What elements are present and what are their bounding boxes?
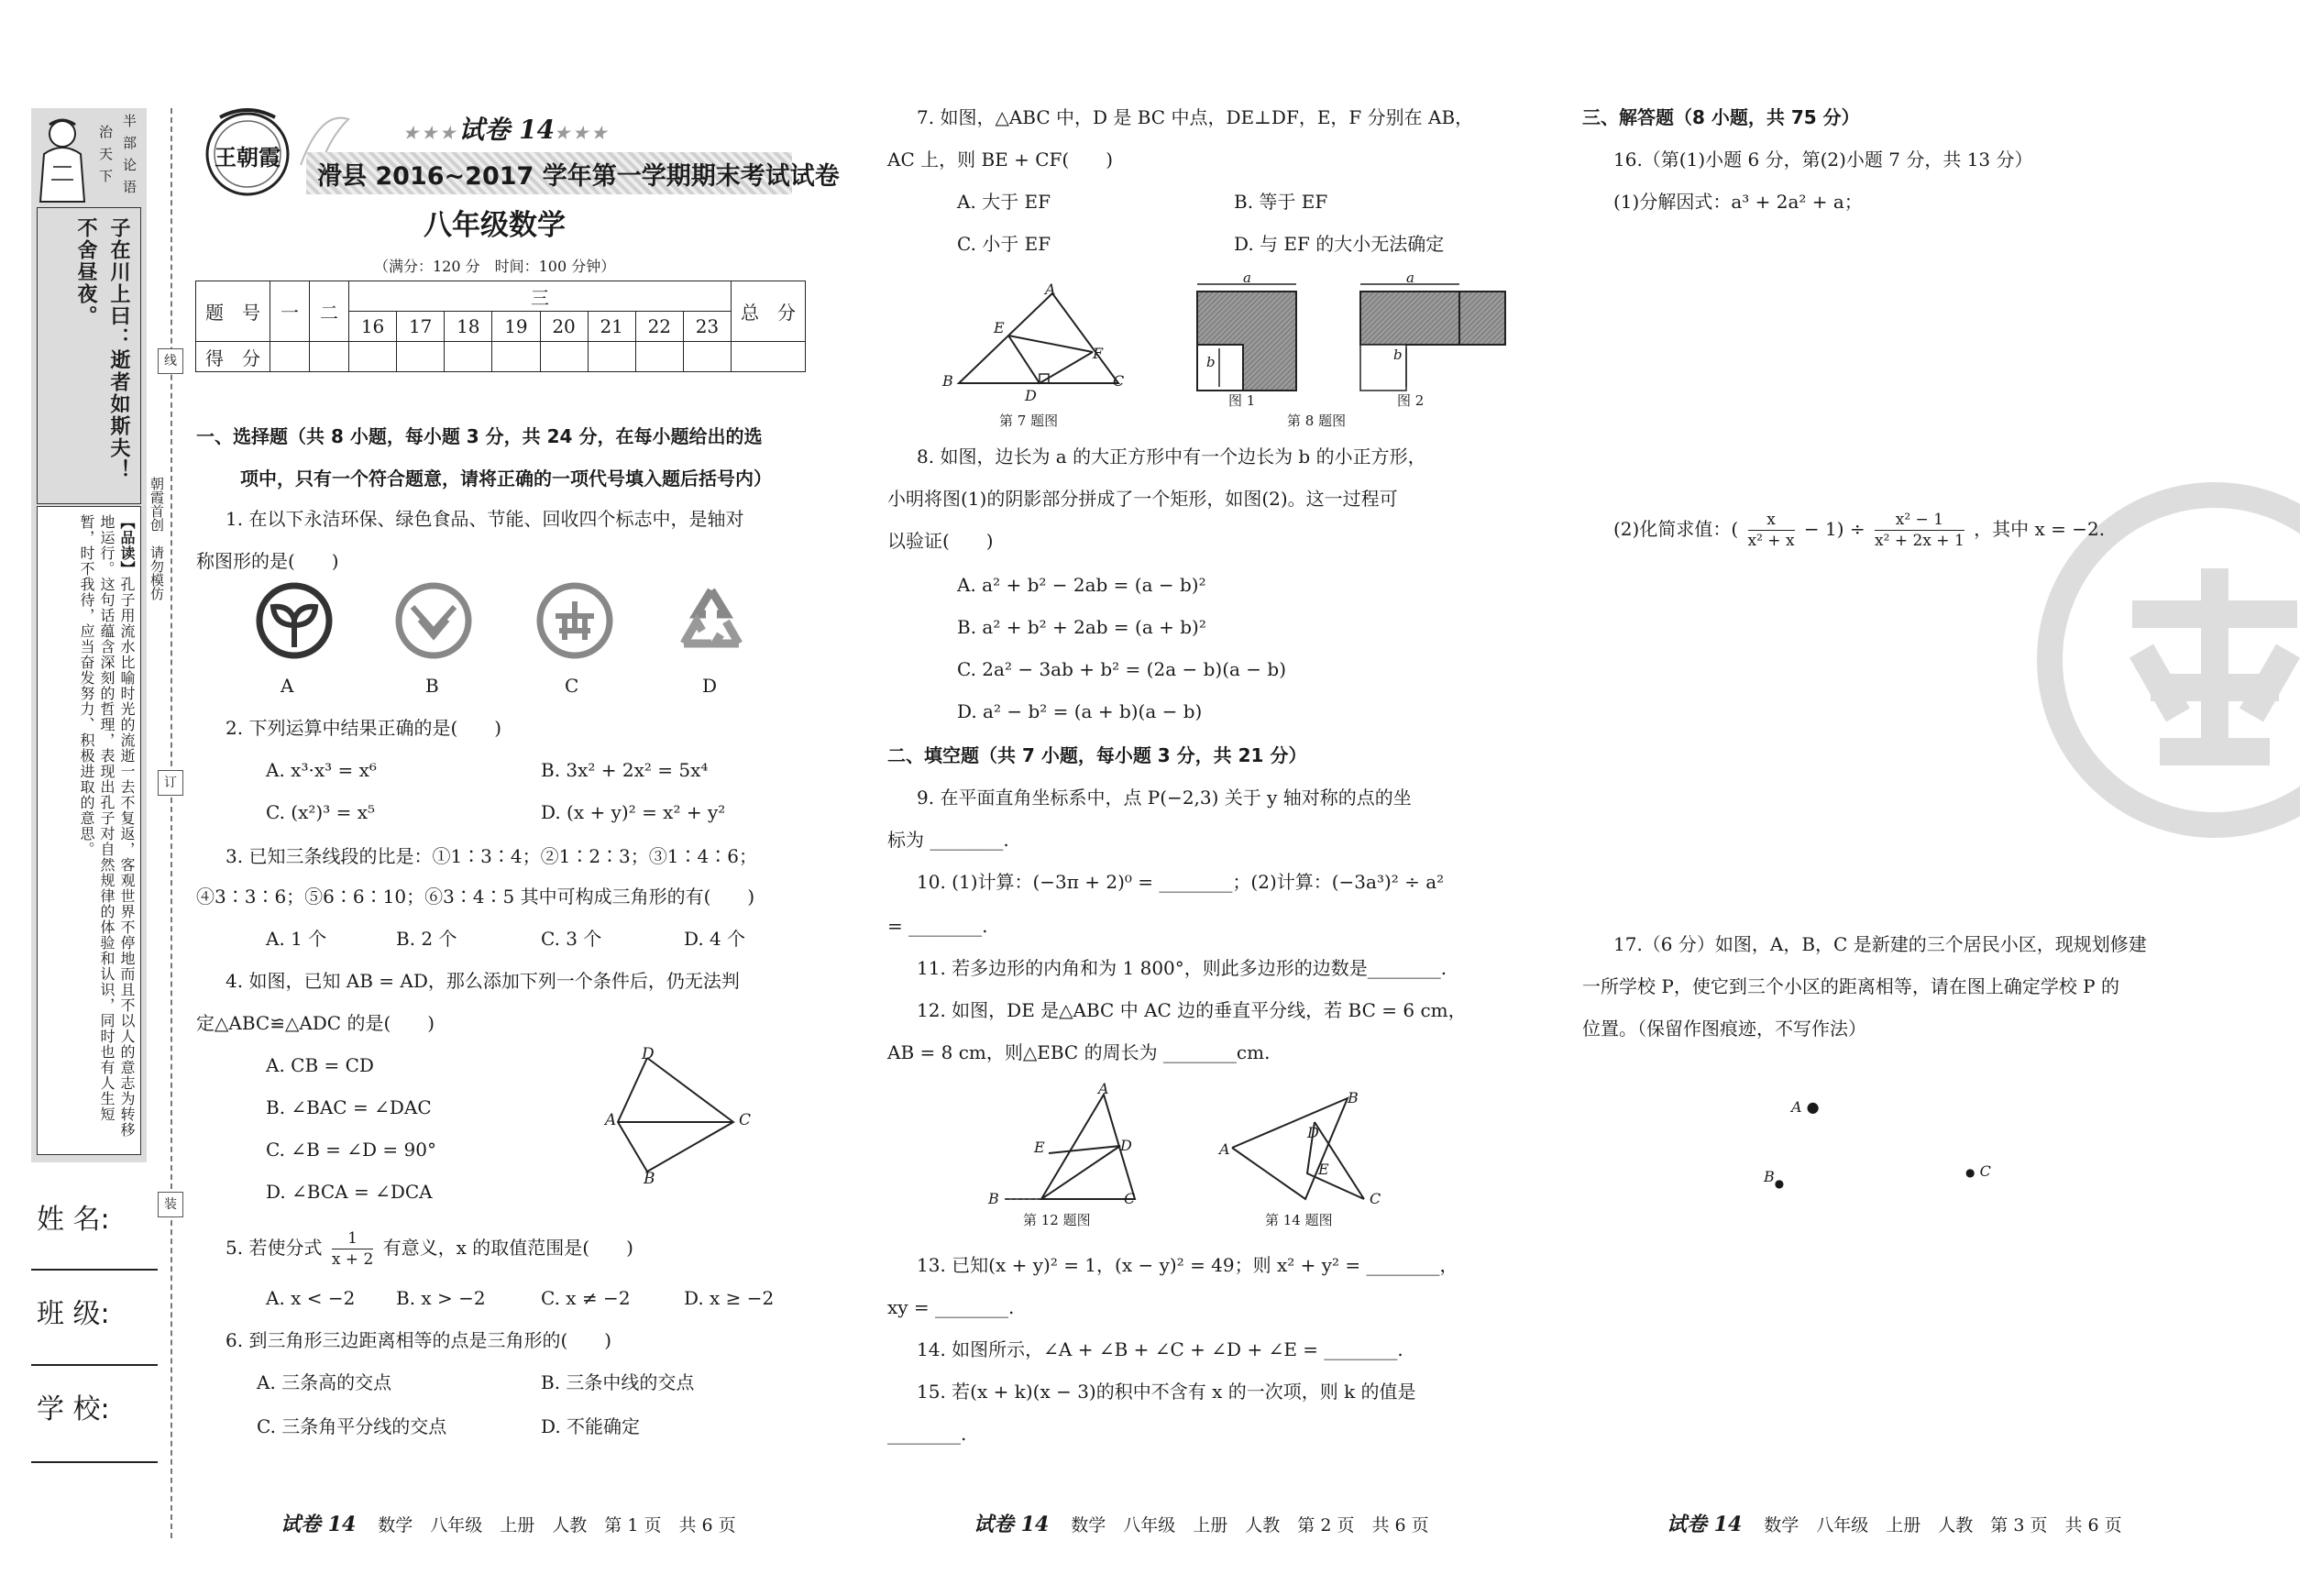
recycle-logo-icon xyxy=(673,583,750,660)
section1-heading-cont: 项中，只有一个符合题意，请将正确的一项代号填入题后括号内） xyxy=(240,468,772,490)
q5-text xyxy=(226,1228,633,1270)
score-cell[interactable] xyxy=(683,342,731,372)
q4-label-a: A xyxy=(605,1111,617,1129)
q3-option: C. 3 个 xyxy=(541,928,602,950)
q5-option: B. x > −2 xyxy=(396,1287,486,1309)
fig8-sub1: 图 1 xyxy=(1228,392,1256,409)
q16-part2 xyxy=(1613,510,2105,551)
footer-paper-no: 试卷 14 xyxy=(1667,1513,1743,1536)
score-total-label: 总 分 xyxy=(732,281,806,342)
motto-char: 部 xyxy=(123,135,138,151)
score-col: 三 xyxy=(349,281,732,312)
motto-char: 论 xyxy=(123,157,138,173)
q4-text: 4. 如图，已知 AB = AD，那么添加下列一个条件后，仍无法判 xyxy=(226,970,740,992)
score-cell[interactable] xyxy=(635,342,683,372)
section2-heading: 二、填空题（共 7 小题，每小题 3 分，共 21 分） xyxy=(887,744,1307,766)
name-field[interactable] xyxy=(31,1269,158,1271)
fig12-caption: 第 12 题图 xyxy=(1023,1212,1091,1228)
pindu-text: 孔子用流水比喻时光的流逝一去不复返，客观世界不停地而且不以人的意志为转移地运行。这句话蕴含深刻的哲理，表现出孔子对自然规律的体验和认识，同时也有人生短暂，时不我待，应当奋发努力、积极进取的意思。 xyxy=(78,514,136,1138)
score-subcol: 17 xyxy=(397,312,445,342)
q16-text: 16.（第(1)小题 6 分，第(2)小题 7 分，共 13 分） xyxy=(1613,149,2033,171)
logo-text: 王朝霞 xyxy=(215,144,281,171)
frac1-numerator: x xyxy=(1748,510,1795,531)
q17-text-cont: 位置。（保留作图痕迹，不写作法） xyxy=(1582,1018,1866,1040)
q3-option: B. 2 个 xyxy=(396,928,457,950)
q17-text-cont: 一所学校 P，使它到三个小区的距离相等，请在图上确定学校 P 的 xyxy=(1582,975,2119,997)
q12-figure xyxy=(986,1085,1142,1205)
score-subcol: 19 xyxy=(492,312,540,342)
point-a: A ● xyxy=(1791,1098,1820,1116)
pindu-label: 【品读】 xyxy=(118,514,136,577)
q5-pre: 5. 若使分式 xyxy=(226,1237,323,1259)
footer-text: 数学 八年级 上册 人教 第 3 页 共 6 页 xyxy=(1764,1515,2122,1535)
q4-text-cont: 定△ABC≌△ADC 的是( ) xyxy=(196,1012,435,1034)
footer-text: 数学 八年级 上册 人教 第 1 页 共 6 页 xyxy=(378,1515,736,1535)
q13-text-cont: xy = ________. xyxy=(887,1296,1015,1318)
q3-text-cont: ④3∶3∶6；⑤6∶6∶10；⑥3∶4∶5 其中可构成三角形的有( ) xyxy=(196,886,755,908)
score-subcol: 16 xyxy=(349,312,397,342)
q3-option: A. 1 个 xyxy=(266,928,327,950)
page-footer-2 xyxy=(974,1509,1429,1537)
q1-text-cont: 称图形的是( ) xyxy=(196,550,339,572)
q11-text: 11. 若多边形的内角和为 1 800°，则此多边形的边数是________. xyxy=(917,957,1447,979)
motto-char: 语 xyxy=(123,179,138,195)
name-label: 姓 名: xyxy=(37,1204,110,1236)
q1-option-label: B xyxy=(425,675,439,697)
fig14-caption: 第 14 题图 xyxy=(1265,1212,1333,1228)
school-field[interactable] xyxy=(31,1461,158,1463)
score-subcol: 21 xyxy=(588,312,635,342)
q5-option: D. x ≥ −2 xyxy=(684,1287,775,1309)
q8-option-b: B. a² + b² + 2ab = (a + b)² xyxy=(957,616,1206,638)
score-cell[interactable] xyxy=(492,342,540,372)
q2-option-b: B. 3x² + 2x² = 5x⁴ xyxy=(541,759,709,781)
q2-option-a: A. x³·x³ = x⁶ xyxy=(266,759,377,781)
q4-figure xyxy=(596,1045,761,1192)
class-label: 班 级: xyxy=(37,1298,110,1330)
q7-text: 7. 如图，△ABC 中，D 是 BC 中点，DE⊥DF，E，F 分别在 AB， xyxy=(917,106,1474,128)
q4-option-a: A. CB = CD xyxy=(266,1054,374,1076)
section3-heading: 三、解答题（8 小题，共 75 分） xyxy=(1582,106,1860,128)
q6-text: 6. 到三角形三边距离相等的点是三角形的( ) xyxy=(226,1329,612,1351)
point-b-label: B xyxy=(1764,1168,1775,1185)
q7-option-d: D. 与 EF 的大小无法确定 xyxy=(1234,233,1445,255)
confucius-illustration xyxy=(35,114,92,205)
motto-char: 天 xyxy=(99,146,114,162)
q1-option-label: D xyxy=(702,675,718,697)
q8-text-cont: 以验证( ) xyxy=(887,530,994,552)
brand-logo xyxy=(198,103,297,202)
q4-option-b: B. ∠BAC = ∠DAC xyxy=(266,1096,432,1118)
pindu-box xyxy=(37,506,141,1155)
q8-text-cont: 小明将图(1)的阴影部分拼成了一个矩形，如图(2)。这一过程可 xyxy=(887,488,1398,510)
q6-option-b: B. 三条中线的交点 xyxy=(541,1371,695,1393)
confucius-quote: 子在川上曰：逝者如斯夫！不舍昼夜。 xyxy=(74,217,130,481)
cut-tag: 线 xyxy=(158,348,183,374)
q5-option: C. x ≠ −2 xyxy=(541,1287,631,1309)
score-cell[interactable] xyxy=(732,342,806,372)
school-label: 学 校: xyxy=(37,1393,110,1425)
score-col: 二 xyxy=(310,281,349,342)
q8-option-a: A. a² + b² − 2ab = (a − b)² xyxy=(957,574,1206,596)
footer-paper-no: 试卷 14 xyxy=(281,1513,357,1536)
q2-option-d: D. (x + y)² = x² + y² xyxy=(541,801,726,823)
q8-text: 8. 如图，边长为 a 的大正方形中有一个边长为 b 的小正方形， xyxy=(917,446,1426,468)
q10-text-cont: = ________. xyxy=(887,915,988,937)
exam-meta: （满分：120 分 时间：100 分钟） xyxy=(374,258,616,275)
point-c: ● C xyxy=(1965,1162,1991,1180)
score-cell[interactable] xyxy=(310,342,349,372)
q3-option: D. 4 个 xyxy=(684,928,746,950)
frac2-denominator: x² + 2x + 1 xyxy=(1875,532,1964,550)
class-field[interactable] xyxy=(31,1364,158,1366)
energy-saving-logo-icon xyxy=(534,579,616,662)
q1-option-label: A xyxy=(281,675,294,697)
q6-option-d: D. 不能确定 xyxy=(541,1415,641,1437)
score-subcol: 22 xyxy=(635,312,683,342)
subject-title: 八年级数学 xyxy=(424,209,566,242)
score-subcol: 20 xyxy=(540,312,588,342)
page-footer-1 xyxy=(281,1509,736,1537)
fig8-a-label: a xyxy=(1243,270,1251,286)
paper-number-text: 试卷 14 xyxy=(458,115,556,145)
q1-option-label: C xyxy=(565,675,579,697)
motto-char: 半 xyxy=(123,113,138,129)
point-b: $B_●$ xyxy=(1764,1168,1785,1190)
paper-number: ★★★试卷 14★★★ xyxy=(403,115,611,145)
cut-tag: 装 xyxy=(158,1192,183,1217)
q5-numerator: 1 xyxy=(332,1228,373,1249)
q7-text-cont: AC 上，则 BE + CF( ) xyxy=(887,149,1114,171)
eco-logo-icon xyxy=(253,579,336,662)
point-a-label: A xyxy=(1791,1098,1802,1116)
q4-label-b: B xyxy=(644,1170,655,1188)
q4-label-d: D xyxy=(642,1045,655,1063)
score-table xyxy=(195,281,806,372)
sidebar-header xyxy=(31,108,147,209)
motto-char: 治 xyxy=(99,124,114,140)
q6-option-a: A. 三条高的交点 xyxy=(257,1371,392,1393)
q4-option-c: C. ∠B = ∠D = 90° xyxy=(266,1139,436,1161)
q7-option-a: A. 大于 EF xyxy=(957,191,1051,213)
footer-text: 数学 八年级 上册 人教 第 2 页 共 6 页 xyxy=(1071,1515,1429,1535)
q14-text: 14. 如图所示，∠A + ∠B + ∠C + ∠D + ∠E = ________. xyxy=(917,1338,1403,1360)
green-food-logo-icon xyxy=(392,579,475,662)
q12-text-cont: AB = 8 cm，则△EBC 的周长为 ________cm. xyxy=(887,1041,1271,1063)
score-cell[interactable] xyxy=(397,342,445,372)
fig8-sub2: 图 2 xyxy=(1397,392,1425,409)
fig8-b-label: b xyxy=(1393,347,1403,363)
score-subcol: 23 xyxy=(683,312,731,342)
score-cell[interactable] xyxy=(588,342,635,372)
q16-part1: (1)分解因式：a³ + 2a² + a； xyxy=(1613,191,1863,213)
cut-tag: 订 xyxy=(158,770,183,796)
q2-text: 2. 下列运算中结果正确的是( ) xyxy=(226,717,502,739)
q15-text: 15. 若(x + k)(x − 3)的积中不含有 x 的一次项，则 k 的值是 xyxy=(917,1381,1416,1403)
q1-text: 1. 在以下永洁环保、绿色食品、节能、回收四个标志中，是轴对 xyxy=(226,508,744,530)
score-subcol: 18 xyxy=(445,312,492,342)
q6-option-c: C. 三条角平分线的交点 xyxy=(257,1415,447,1437)
fig8-b-label: b xyxy=(1206,354,1216,370)
score-cell[interactable] xyxy=(270,342,310,372)
q2-option-c: C. (x²)³ = x⁵ xyxy=(266,801,375,823)
q8-figure xyxy=(1192,271,1513,400)
q7-figure xyxy=(944,275,1137,394)
q16-part2-post: ，其中 x = −2. xyxy=(1974,518,2106,540)
q16-part2-pre: (2)化简求值：( xyxy=(1613,518,1739,540)
frac1-denominator: x² + x xyxy=(1747,532,1795,550)
fig7-caption: 第 7 题图 xyxy=(999,413,1059,429)
score-cell[interactable] xyxy=(349,342,397,372)
frac2-numerator: x² − 1 xyxy=(1875,510,1964,531)
page-footer-3 xyxy=(1667,1509,2122,1537)
q5-denominator: x + 2 xyxy=(331,1250,374,1269)
q7-option-c: C. 小于 EF xyxy=(957,233,1051,255)
q7-option-b: B. 等于 EF xyxy=(1234,191,1328,213)
q4-label-c: C xyxy=(739,1111,752,1129)
q16-part2-mid: − 1) ÷ xyxy=(1803,518,1865,540)
q14-figure xyxy=(1219,1091,1393,1210)
q8-option-d: D. a² − b² = (a + b)(a − b) xyxy=(957,700,1203,722)
q13-text: 13. 已知(x + y)² = 1，(x − y)² = 49；则 x² + y² = ________， xyxy=(917,1254,1458,1276)
q5-post: 有意义，x 的取值范围是( ) xyxy=(382,1237,633,1259)
q15-text-cont: ________. xyxy=(887,1423,967,1445)
q12-text: 12. 如图，DE 是△ABC 中 AC 边的垂直平分线，若 BC = 6 cm， xyxy=(917,999,1467,1021)
copyright-note: 朝霞首创 请勿模仿 xyxy=(149,477,165,600)
section1-heading: 一、选择题（共 8 小题，每小题 3 分，共 24 分，在每小题给出的选 xyxy=(196,425,763,447)
quote-box xyxy=(37,207,141,504)
q17-text: 17.（6 分）如图，A，B，C 是新建的三个居民小区，现规划修建 xyxy=(1613,933,2147,955)
fig8-caption: 第 8 题图 xyxy=(1287,413,1347,429)
binding-cut-line xyxy=(171,108,172,1538)
motto-char: 下 xyxy=(99,168,114,184)
score-col: 一 xyxy=(270,281,310,342)
score-row-label: 得 分 xyxy=(196,342,270,372)
q10-text: 10. (1)计算：(−3π + 2)⁰ = ________；(2)计算：(−3a³)² ÷ a² xyxy=(917,871,1445,893)
q4-option-d: D. ∠BCA = ∠DCA xyxy=(266,1181,433,1203)
q5-option: A. x < −2 xyxy=(266,1287,356,1309)
score-cell[interactable] xyxy=(540,342,588,372)
q9-text-cont: 标为 ________. xyxy=(887,829,1009,851)
q3-text: 3. 已知三条线段的比是：①1∶3∶4；②1∶2∶3；③1∶4∶6； xyxy=(226,845,757,867)
exam-title: 滑县 2016~2017 学年第一学期期末考试试卷 xyxy=(317,162,840,191)
fig8-a-label: a xyxy=(1406,270,1414,286)
score-row-label: 题 号 xyxy=(196,281,270,342)
q8-option-c: C. 2a² − 3ab + b² = (2a − b)(a − b) xyxy=(957,658,1286,680)
q9-text: 9. 在平面直角坐标系中，点 P(−2,3) 关于 y 轴对称的点的坐 xyxy=(917,787,1412,809)
footer-paper-no: 试卷 14 xyxy=(974,1513,1050,1536)
score-cell[interactable] xyxy=(445,342,492,372)
point-c-label: C xyxy=(1979,1162,1991,1180)
